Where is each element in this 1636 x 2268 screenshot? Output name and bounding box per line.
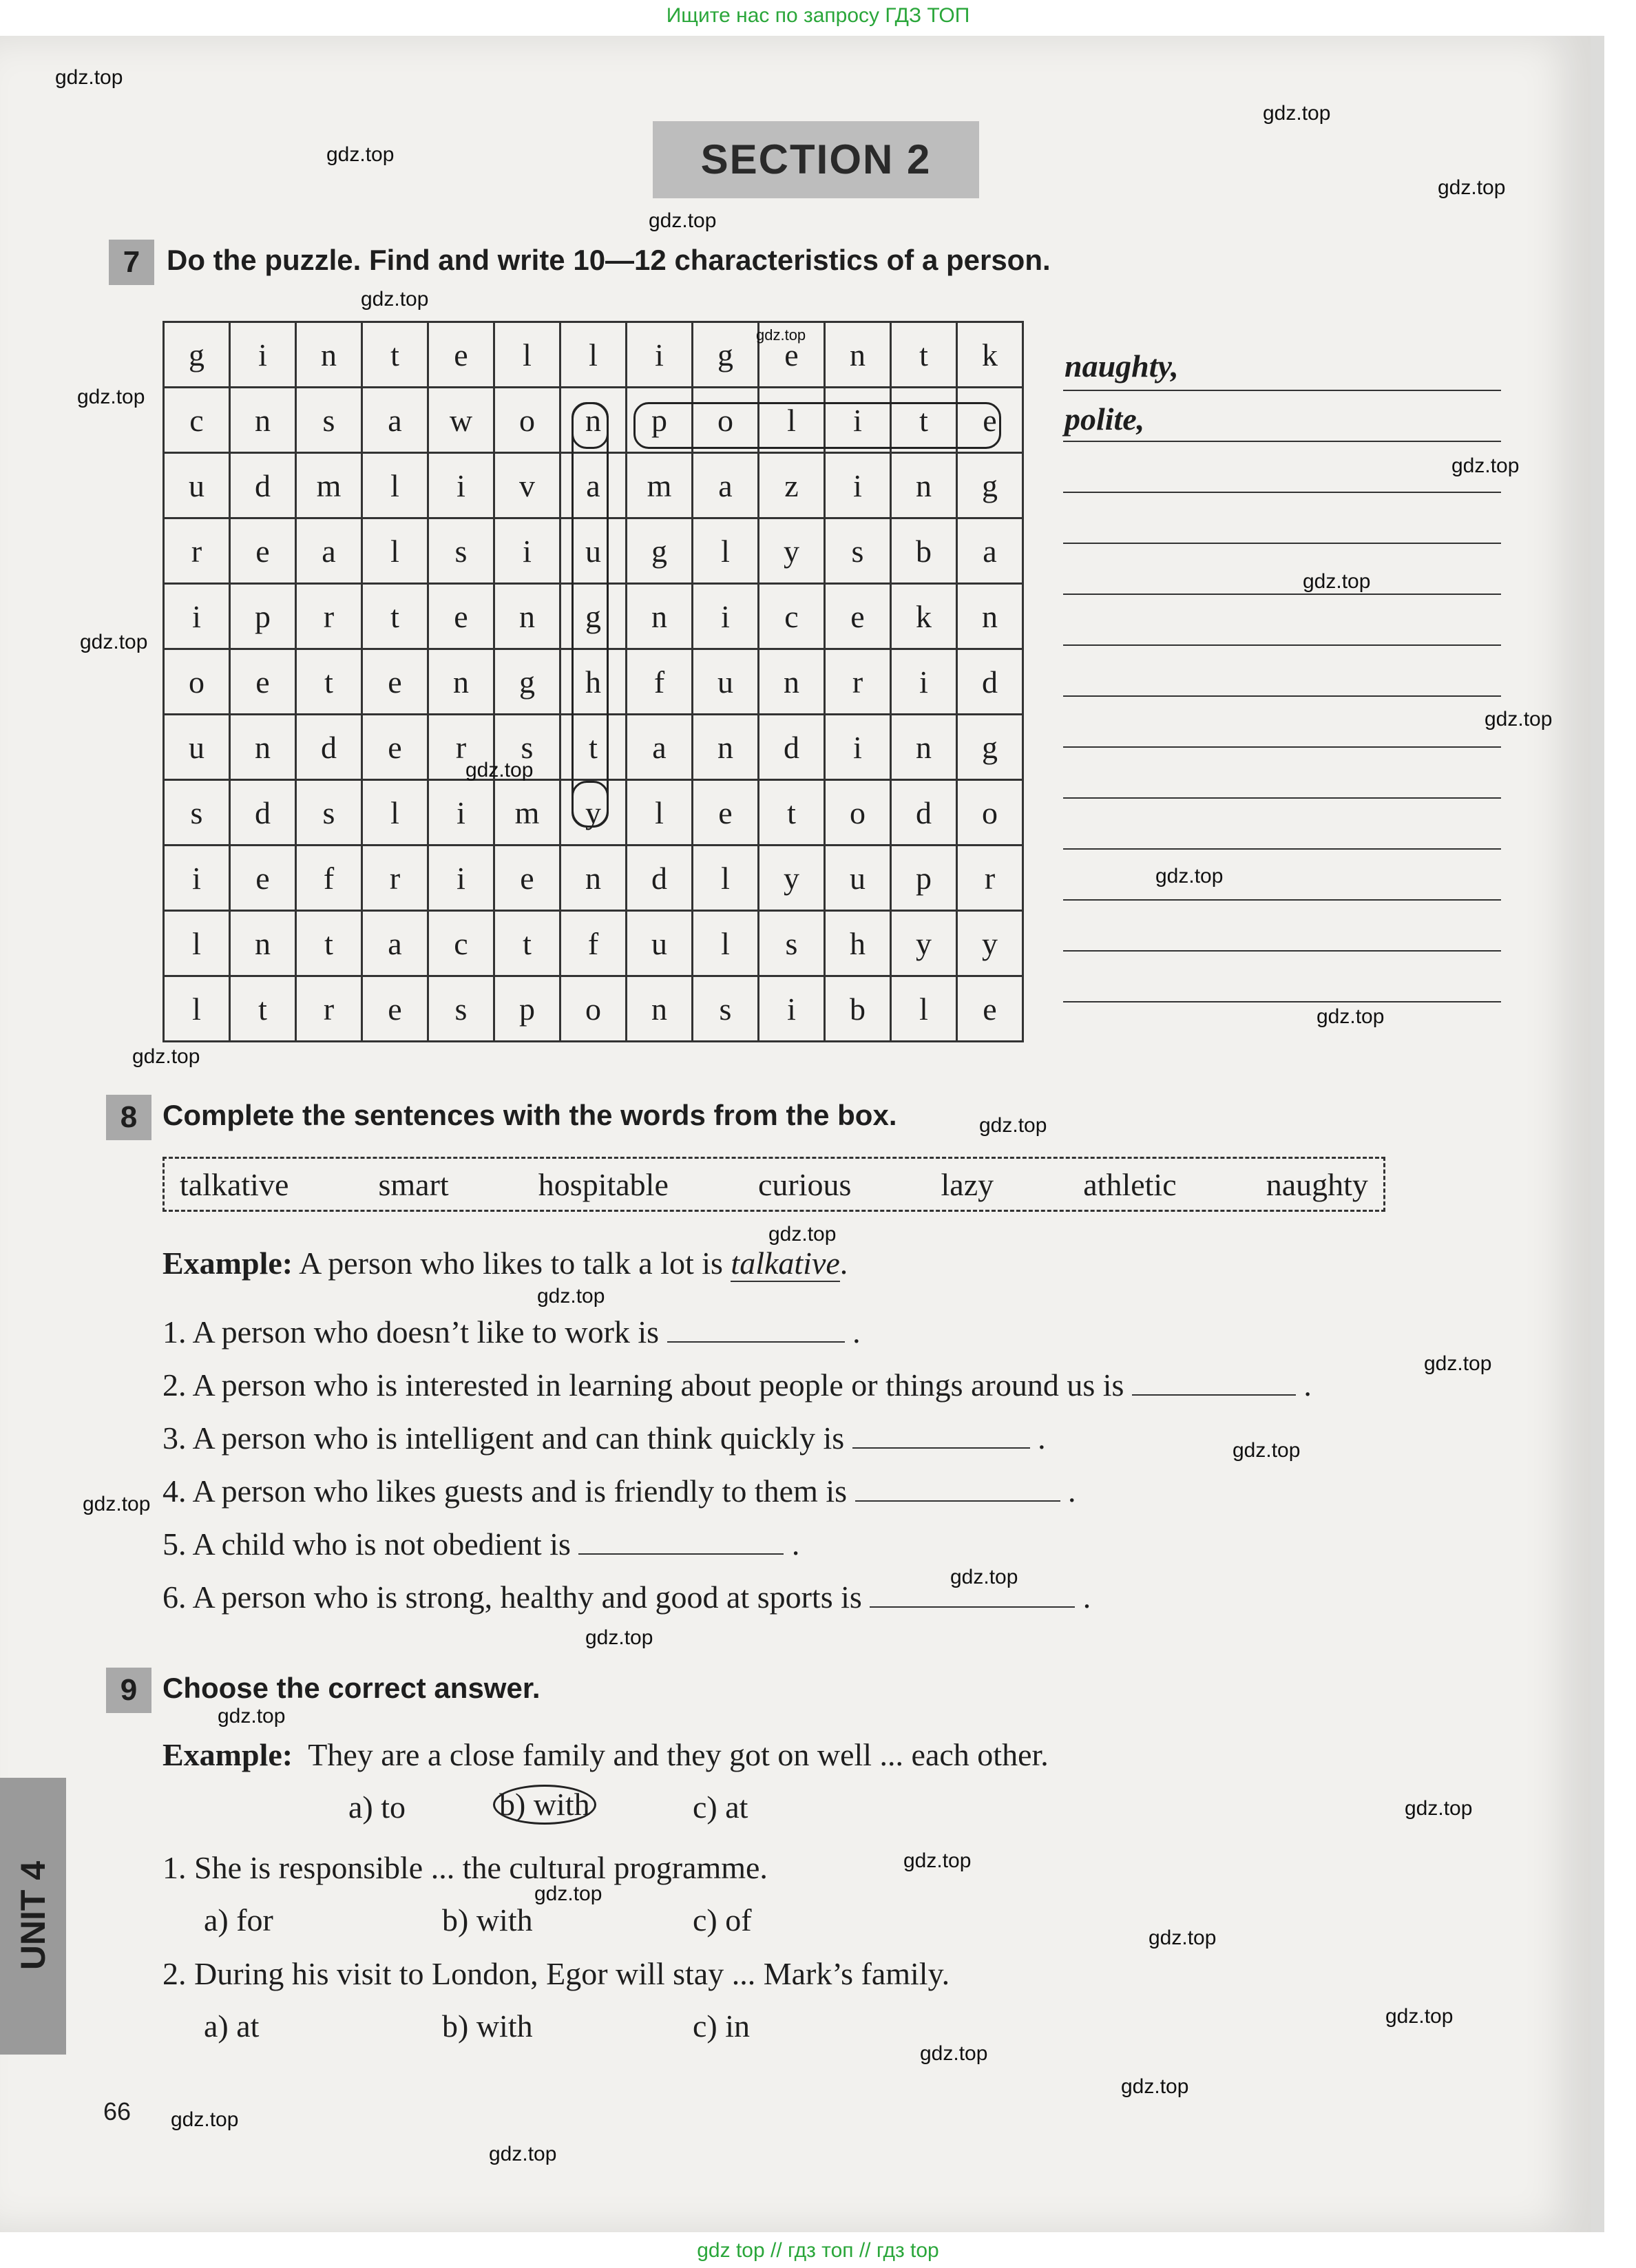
sentence-2 <box>162 1367 1312 1403</box>
word-hospitable: hospitable <box>538 1166 669 1202</box>
grid-cell[interactable]: o <box>494 388 560 453</box>
watermark: gdz.top <box>950 1566 1018 1588</box>
grid-cell[interactable]: v <box>494 453 560 518</box>
example-text: They are a close family and they got on well ... each other. <box>308 1737 1049 1772</box>
watermark: gdz.top <box>1149 1926 1217 1949</box>
watermark: gdz.top <box>489 2143 557 2165</box>
grid-cell[interactable]: u <box>825 846 891 911</box>
watermark: gdz.top <box>585 1626 653 1649</box>
exercise-7-title: Do the puzzle. Find and write 10—12 characteristics of a person. <box>167 244 1051 276</box>
word-smart: smart <box>378 1166 449 1202</box>
watermark: gdz.top <box>920 2042 988 2065</box>
grid-cell[interactable]: e <box>957 976 1023 1042</box>
sentence-2-dot: . <box>1303 1367 1312 1403</box>
grid-cell[interactable]: n <box>693 715 759 780</box>
grid-cell[interactable]: y <box>957 911 1023 976</box>
example-option-a: a) to <box>348 1789 406 1825</box>
word-talkative: talkative <box>180 1166 289 1202</box>
grid-cell[interactable]: o <box>164 649 230 715</box>
watermark: gdz.top <box>1317 1005 1385 1028</box>
grid-cell[interactable]: l <box>362 453 428 518</box>
sentence-5-text: 5. A child who is not obedient is <box>162 1526 571 1562</box>
grid-cell[interactable]: e <box>362 715 428 780</box>
grid-cell[interactable]: n <box>759 649 825 715</box>
grid-cell[interactable]: e <box>957 388 1023 453</box>
watermark: gdz.top <box>768 1223 837 1246</box>
grid-cell[interactable]: n <box>560 846 627 911</box>
grid-cell[interactable]: t <box>759 780 825 846</box>
grid-cell[interactable]: a <box>362 911 428 976</box>
grid-cell[interactable]: r <box>296 976 362 1042</box>
watermark: gdz.top <box>537 1285 605 1308</box>
watermark: gdz.top <box>1424 1352 1492 1375</box>
grid-cell[interactable]: t <box>494 911 560 976</box>
example-text: A person who likes to talk a lot is <box>299 1246 723 1281</box>
grid-cell[interactable]: s <box>428 518 494 584</box>
grid-cell[interactable]: g <box>957 715 1023 780</box>
grid-cell[interactable]: s <box>693 976 759 1042</box>
grid-cell[interactable]: k <box>957 322 1023 388</box>
example-option-b <box>493 1785 596 1825</box>
grid-cell[interactable]: n <box>891 715 957 780</box>
sentence-3-blank[interactable] <box>852 1420 1030 1449</box>
circled-word-naughty <box>571 402 609 828</box>
sentence-5-dot: . <box>791 1526 800 1562</box>
grid-cell[interactable]: y <box>560 780 627 846</box>
exercise-9-title: Choose the correct answer. <box>162 1672 541 1704</box>
watermark: gdz.top <box>171 2108 239 2131</box>
grid-cell[interactable]: n <box>428 649 494 715</box>
grid-cell[interactable]: g <box>627 518 693 584</box>
grid-cell[interactable]: s <box>296 780 362 846</box>
watermark: gdz.top <box>1233 1439 1301 1462</box>
grid-cell[interactable]: p <box>230 584 296 649</box>
grid-cell[interactable]: g <box>164 322 230 388</box>
exercise-7-number: 7 <box>109 240 154 285</box>
grid-cell[interactable]: l <box>560 322 627 388</box>
grid-cell[interactable]: a <box>560 453 627 518</box>
watermark: gdz.top <box>1385 2005 1454 2028</box>
example-end: . <box>839 1246 848 1281</box>
grid-cell[interactable]: u <box>560 518 627 584</box>
grid-cell[interactable]: l <box>693 846 759 911</box>
grid-cell[interactable]: n <box>230 715 296 780</box>
grid-cell[interactable]: g <box>957 453 1023 518</box>
example-option-c: c) at <box>693 1789 748 1825</box>
grid-cell[interactable]: n <box>296 322 362 388</box>
answer-polite: polite, <box>1065 401 1145 437</box>
grid-cell[interactable]: o <box>825 780 891 846</box>
grid-cell[interactable]: s <box>296 388 362 453</box>
watermark: gdz.top <box>1438 176 1506 199</box>
grid-cell[interactable]: f <box>627 649 693 715</box>
grid-cell[interactable]: e <box>428 322 494 388</box>
grid-cell[interactable]: i <box>825 453 891 518</box>
exercise-9-example <box>162 1736 1049 1773</box>
word-naughty: naughty <box>1266 1166 1368 1202</box>
sentence-2-text: 2. A person who is interested in learning about people or things around us is <box>162 1367 1124 1403</box>
grid-cell[interactable]: d <box>957 649 1023 715</box>
grid-cell[interactable]: n <box>825 322 891 388</box>
grid-cell[interactable]: f <box>560 911 627 976</box>
grid-cell[interactable]: n <box>891 453 957 518</box>
top-banner[interactable]: Ищите нас по запросу ГДЗ ТОП <box>666 4 970 27</box>
question-1-option-b[interactable]: b) with <box>442 1902 533 1938</box>
grid-cell[interactable]: n <box>494 584 560 649</box>
example-option-b-circled: b) with <box>493 1785 596 1825</box>
sentence-4 <box>162 1473 1076 1509</box>
page-edge <box>1591 36 1604 2232</box>
grid-row <box>164 911 1023 976</box>
grid-cell[interactable]: n <box>957 584 1023 649</box>
grid-cell[interactable]: l <box>627 780 693 846</box>
grid-cell[interactable]: g <box>693 322 759 388</box>
sentence-5 <box>162 1526 799 1562</box>
grid-cell[interactable]: e <box>362 649 428 715</box>
grid-cell[interactable]: e <box>494 846 560 911</box>
exercise-8-example <box>162 1245 848 1281</box>
grid-cell[interactable]: i <box>627 322 693 388</box>
grid-cell[interactable]: d <box>230 780 296 846</box>
watermark: gdz.top <box>1451 454 1520 477</box>
grid-cell[interactable]: s <box>494 715 560 780</box>
grid-cell[interactable]: s <box>164 780 230 846</box>
grid-cell[interactable]: o <box>693 388 759 453</box>
grid-cell[interactable]: t <box>362 322 428 388</box>
grid-cell[interactable]: n <box>627 976 693 1042</box>
example-answer: talkative <box>731 1246 840 1281</box>
grid-cell[interactable]: r <box>825 649 891 715</box>
grid-cell[interactable]: k <box>891 584 957 649</box>
grid-cell[interactable]: l <box>891 976 957 1042</box>
grid-cell[interactable]: t <box>891 388 957 453</box>
watermark: gdz.top <box>756 326 806 344</box>
answer-naughty: naughty, <box>1065 348 1179 384</box>
watermark: gdz.top <box>1485 708 1553 731</box>
watermark: gdz.top <box>1121 2075 1189 2098</box>
watermark: gdz.top <box>979 1114 1047 1137</box>
grid-cell[interactable]: d <box>230 453 296 518</box>
word-box <box>162 1157 1385 1212</box>
grid-cell[interactable]: m <box>494 780 560 846</box>
grid-cell[interactable]: r <box>428 715 494 780</box>
watermark: gdz.top <box>326 143 395 166</box>
grid-cell[interactable]: t <box>296 649 362 715</box>
grid-cell[interactable]: w <box>428 388 494 453</box>
grid-cell[interactable]: e <box>825 584 891 649</box>
watermark: gdz.top <box>1405 1797 1473 1820</box>
grid-cell[interactable]: h <box>825 911 891 976</box>
grid-cell[interactable]: r <box>362 846 428 911</box>
grid-row <box>164 846 1023 911</box>
sentence-3-dot: . <box>1038 1420 1046 1456</box>
grid-cell[interactable]: m <box>627 453 693 518</box>
sentence-3-text: 3. A person who is intelligent and can think quickly is <box>162 1420 845 1456</box>
question-2-option-c[interactable]: c) in <box>693 2008 751 2044</box>
grid-cell[interactable]: i <box>164 846 230 911</box>
grid-cell[interactable]: m <box>296 453 362 518</box>
grid-cell[interactable]: t <box>296 911 362 976</box>
grid-cell[interactable]: l <box>362 518 428 584</box>
grid-cell[interactable]: c <box>164 388 230 453</box>
watermark: gdz.top <box>903 1849 972 1872</box>
grid-cell[interactable]: p <box>494 976 560 1042</box>
grid-cell[interactable]: t <box>891 322 957 388</box>
grid-cell[interactable]: u <box>627 911 693 976</box>
grid-cell[interactable]: u <box>693 649 759 715</box>
grid-cell[interactable]: g <box>494 649 560 715</box>
watermark: gdz.top <box>132 1045 200 1068</box>
word-athletic: athletic <box>1083 1166 1177 1202</box>
unit-tab <box>0 1778 66 2055</box>
sentence-3 <box>162 1420 1046 1456</box>
word-lazy: lazy <box>941 1166 994 1202</box>
grid-cell[interactable]: l <box>494 322 560 388</box>
grid-cell[interactable]: l <box>693 911 759 976</box>
sentence-6-dot: . <box>1082 1579 1091 1615</box>
grid-cell[interactable]: c <box>759 584 825 649</box>
grid-cell[interactable]: i <box>164 584 230 649</box>
grid-cell[interactable]: d <box>759 715 825 780</box>
watermark: gdz.top <box>77 386 145 408</box>
watermark: gdz.top <box>55 66 123 89</box>
grid-cell[interactable]: e <box>693 780 759 846</box>
exercise-8-title: Complete the sentences with the words from the box. <box>162 1099 897 1131</box>
grid-cell[interactable]: t <box>560 715 627 780</box>
grid-cell[interactable]: r <box>296 584 362 649</box>
grid-cell[interactable]: e <box>230 518 296 584</box>
grid-cell[interactable]: i <box>428 453 494 518</box>
grid-cell[interactable]: d <box>627 846 693 911</box>
grid-cell[interactable]: i <box>693 584 759 649</box>
grid-cell[interactable]: b <box>891 518 957 584</box>
grid-cell[interactable]: y <box>759 846 825 911</box>
sentence-4-blank[interactable] <box>855 1473 1060 1502</box>
grid-cell[interactable]: a <box>627 715 693 780</box>
grid-cell[interactable]: s <box>759 911 825 976</box>
grid-cell[interactable]: n <box>627 584 693 649</box>
watermark: gdz.top <box>534 1882 602 1905</box>
grid-cell[interactable]: p <box>891 846 957 911</box>
grid-cell[interactable]: r <box>957 846 1023 911</box>
grid-cell[interactable]: u <box>164 715 230 780</box>
grid-cell[interactable]: t <box>362 584 428 649</box>
page-number: 66 <box>103 2097 132 2125</box>
grid-cell[interactable]: d <box>891 780 957 846</box>
grid-cell[interactable]: l <box>164 911 230 976</box>
grid-cell[interactable]: e <box>362 976 428 1042</box>
grid-cell[interactable]: p <box>627 388 693 453</box>
grid-cell[interactable]: n <box>560 388 627 453</box>
sentence-4-text: 4. A person who likes guests and is friendly to them is <box>162 1473 848 1509</box>
watermark: gdz.top <box>1303 570 1371 593</box>
grid-cell[interactable]: e <box>759 322 825 388</box>
grid-cell[interactable]: i <box>825 388 891 453</box>
bottom-banner[interactable]: gdz top // гдз топ // гдз top <box>697 2239 939 2262</box>
grid-cell[interactable]: i <box>230 322 296 388</box>
grid-cell[interactable]: n <box>230 388 296 453</box>
grid-cell[interactable]: u <box>164 453 230 518</box>
grid-cell[interactable]: a <box>957 518 1023 584</box>
watermark: gdz.top <box>1155 865 1224 888</box>
grid-cell[interactable]: e <box>428 584 494 649</box>
watermark: gdz.top <box>83 1493 151 1515</box>
sentence-1 <box>162 1314 861 1350</box>
watermark: gdz.top <box>465 759 534 781</box>
watermark: gdz.top <box>1263 102 1331 125</box>
sentence-4-dot: . <box>1068 1473 1076 1509</box>
circled-word-polite <box>633 402 1001 449</box>
grid-cell[interactable]: e <box>230 649 296 715</box>
unit-label: UNIT 4 <box>14 1860 52 1971</box>
grid-cell[interactable]: t <box>230 976 296 1042</box>
grid-cell[interactable]: b <box>825 976 891 1042</box>
watermark: gdz.top <box>218 1705 286 1728</box>
grid-cell[interactable]: f <box>296 846 362 911</box>
grid-cell[interactable]: l <box>693 518 759 584</box>
section-title: SECTION 2 <box>653 121 979 198</box>
watermark: gdz.top <box>361 288 429 311</box>
grid-cell[interactable]: a <box>693 453 759 518</box>
question-1-option-c[interactable]: c) of <box>693 1902 752 1938</box>
grid-cell[interactable]: n <box>230 911 296 976</box>
example-label: Example: <box>162 1737 293 1772</box>
exercise-9-number: 9 <box>106 1668 151 1713</box>
grid-cell[interactable]: l <box>164 976 230 1042</box>
question-2: 2. During his visit to London, Egor will stay ... Mark’s family. <box>162 1956 950 1991</box>
sentence-2-blank[interactable] <box>1132 1367 1296 1396</box>
grid-row <box>164 322 1023 388</box>
watermark: gdz.top <box>649 209 717 232</box>
grid-cell[interactable]: l <box>362 780 428 846</box>
grid-cell[interactable]: i <box>428 846 494 911</box>
grid-cell[interactable]: a <box>362 388 428 453</box>
grid-cell[interactable]: h <box>560 649 627 715</box>
grid-cell[interactable]: y <box>891 911 957 976</box>
grid-cell[interactable]: i <box>759 976 825 1042</box>
grid-cell[interactable]: l <box>759 388 825 453</box>
sentence-6-text: 6. A person who is strong, healthy and good at sports is <box>162 1579 862 1615</box>
grid-cell[interactable]: o <box>957 780 1023 846</box>
grid-row <box>164 976 1023 1042</box>
grid-cell[interactable]: c <box>428 911 494 976</box>
grid-cell[interactable]: e <box>230 846 296 911</box>
grid-cell[interactable]: y <box>759 518 825 584</box>
sentence-5-blank[interactable] <box>578 1526 784 1555</box>
grid-cell[interactable]: o <box>560 976 627 1042</box>
grid-cell[interactable]: i <box>891 649 957 715</box>
exercise-8-number: 8 <box>106 1095 151 1140</box>
grid-cell[interactable]: z <box>759 453 825 518</box>
grid-cell[interactable]: g <box>560 584 627 649</box>
word-curious: curious <box>757 1166 852 1202</box>
grid-cell[interactable]: r <box>164 518 230 584</box>
question-1: 1. She is responsible ... the cultural programme. <box>162 1850 768 1885</box>
question-2-option-b[interactable]: b) with <box>442 2008 533 2044</box>
question-2-option-a[interactable]: a) at <box>204 2008 260 2044</box>
grid-cell[interactable]: i <box>494 518 560 584</box>
question-1-option-a[interactable]: a) for <box>204 1902 273 1938</box>
grid-cell[interactable]: s <box>428 976 494 1042</box>
example-label: Example: <box>162 1246 293 1281</box>
sentence-1-text: 1. A person who doesn’t like to work is <box>162 1314 660 1350</box>
watermark: gdz.top <box>80 631 148 653</box>
grid-cell[interactable]: s <box>825 518 891 584</box>
sentence-1-blank[interactable] <box>667 1314 845 1343</box>
grid-cell[interactable]: i <box>825 715 891 780</box>
sentence-1-dot: . <box>852 1314 861 1350</box>
grid-cell[interactable]: a <box>296 518 362 584</box>
grid-cell[interactable]: i <box>428 780 494 846</box>
grid-cell[interactable]: d <box>296 715 362 780</box>
